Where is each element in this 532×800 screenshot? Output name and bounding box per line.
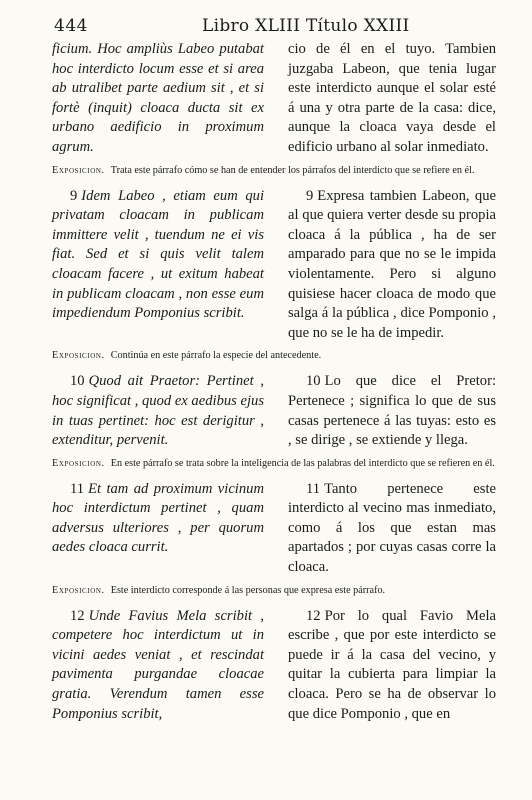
paragraph-number: 11 [70,480,85,497]
exposicion-note [52,584,496,597]
spanish-text: cio de él en el tuyo. Tambien juzgaba Labeon, que tenia lugar este interdicto aunque el solar esté á una y otra parte de la casa: dice, aunque la cloaca vaya desde el edificio urbano al solar inmediato. [288,41,496,155]
paragraph-number: 9 [306,187,314,204]
latin-column [52,607,264,725]
spanish-column [288,480,496,578]
book-page [52,14,496,724]
paragraph-number: 12 [70,607,85,624]
latin-text: ficium. Hoc ampliùs Labeo putabat hoc interdicto locum esse et si area ab utralibet parte aedium sit , et si fortè (inquit) cloaca ducta sit ex urbano aedificio in proximum agrum. [52,41,264,155]
latin-column [52,40,264,158]
paragraph-number: 9 [70,187,78,204]
paragraph-number: 10 [306,373,321,390]
exposicion-label: Exposicion. [52,350,105,362]
latin-column [52,187,264,344]
spanish-text: Lo que dice el Pretor: Pertenece ; significa lo que de sus casas pertenece á las tuyas: esto es , se dirige , se extiende y llega. [288,373,496,449]
paragraph-pair [52,187,496,344]
latin-text: Et tam ad proximum vicinum hoc interdictum pertinet , quam adversus ulteriores , per quorum aedes cloaca currit. [52,480,264,556]
latin-text: Quod ait Praetor: Pertinet , hoc significat , quod ex aedibus ejus in tuas pertinet: hoc est derigitur , extenditur, pervenit. [52,373,264,449]
exposicion-label: Exposicion. [52,164,105,176]
paragraph-pair [52,607,496,725]
spanish-column [288,372,496,450]
paragraph-pair [52,480,496,578]
spanish-column [288,40,496,158]
spanish-text: Por lo qual Favio Mela escribe , que por este interdicto se puede ir á la casa del vecino, y quitar la cubierta para limpiar la cloaca. Pero se ha de observar lo que dice Pomponio , que en [288,607,496,722]
exposicion-label: Exposicion. [52,584,105,596]
latin-column [52,480,264,578]
paragraph-number: 11 [306,480,321,497]
exposicion-note [52,349,496,362]
exposicion-label: Exposicion. [52,457,105,469]
running-title: Libro XLIII Título XXIII [202,16,410,36]
latin-text: Unde Favius Mela scribit , competere hoc interdictum ut in vicini aedes veniat , et rescindat pavimenta purgandae cloacae gratia. Verendum tamen esse Pomponius scribit, [52,607,264,722]
page-number: 444 [54,16,88,36]
latin-column [52,372,264,450]
paragraph-number: 10 [70,373,85,390]
exposicion-note [52,164,496,177]
exposicion-text: Este interdicto corresponde á las personas que expresa este párrafo. [110,584,386,596]
spanish-column [288,187,496,344]
page-header [52,14,496,40]
latin-text: Idem Labeo , etiam eum qui privatam cloacam in publicam immittere velit , tuendum ne ei vis fiat. Sed et si quis velit talem cloacam facere , ut exitum habeat in publicam cloacam , non esse eum impediendum Pomponius scribit. [52,187,264,322]
exposicion-text: Continúa en este párrafo la especie del antecedente. [110,350,322,362]
spanish-text: Tanto pertenece este interdicto al vecino mas inmediato, como á los que estan mas apartados ; por cuyas casas corre la cloaca. [288,480,496,576]
exposicion-note [52,457,496,470]
paragraph-pair [52,372,496,450]
paragraph-pair [52,40,496,158]
spanish-column [288,607,496,725]
paragraph-number: 12 [306,607,321,624]
exposicion-text: Trata este párrafo cómo se han de entender los párrafos del interdicto que se refiere en él. [110,164,475,176]
exposicion-text: En este párrafo se trata sobre la inteligencia de las palabras del interdicto que se refieren en él. [110,457,495,469]
spanish-text: Expresa tambien Labeon, que al que quiera verter desde su propia cloaca á la pública , ha de ser amparado para que no se le impida violentamente. Pero si alguno quisiese hacer cloaca de modo que salga á la pública , dice Pomponio , que no se le ha de impedir. [288,187,496,341]
